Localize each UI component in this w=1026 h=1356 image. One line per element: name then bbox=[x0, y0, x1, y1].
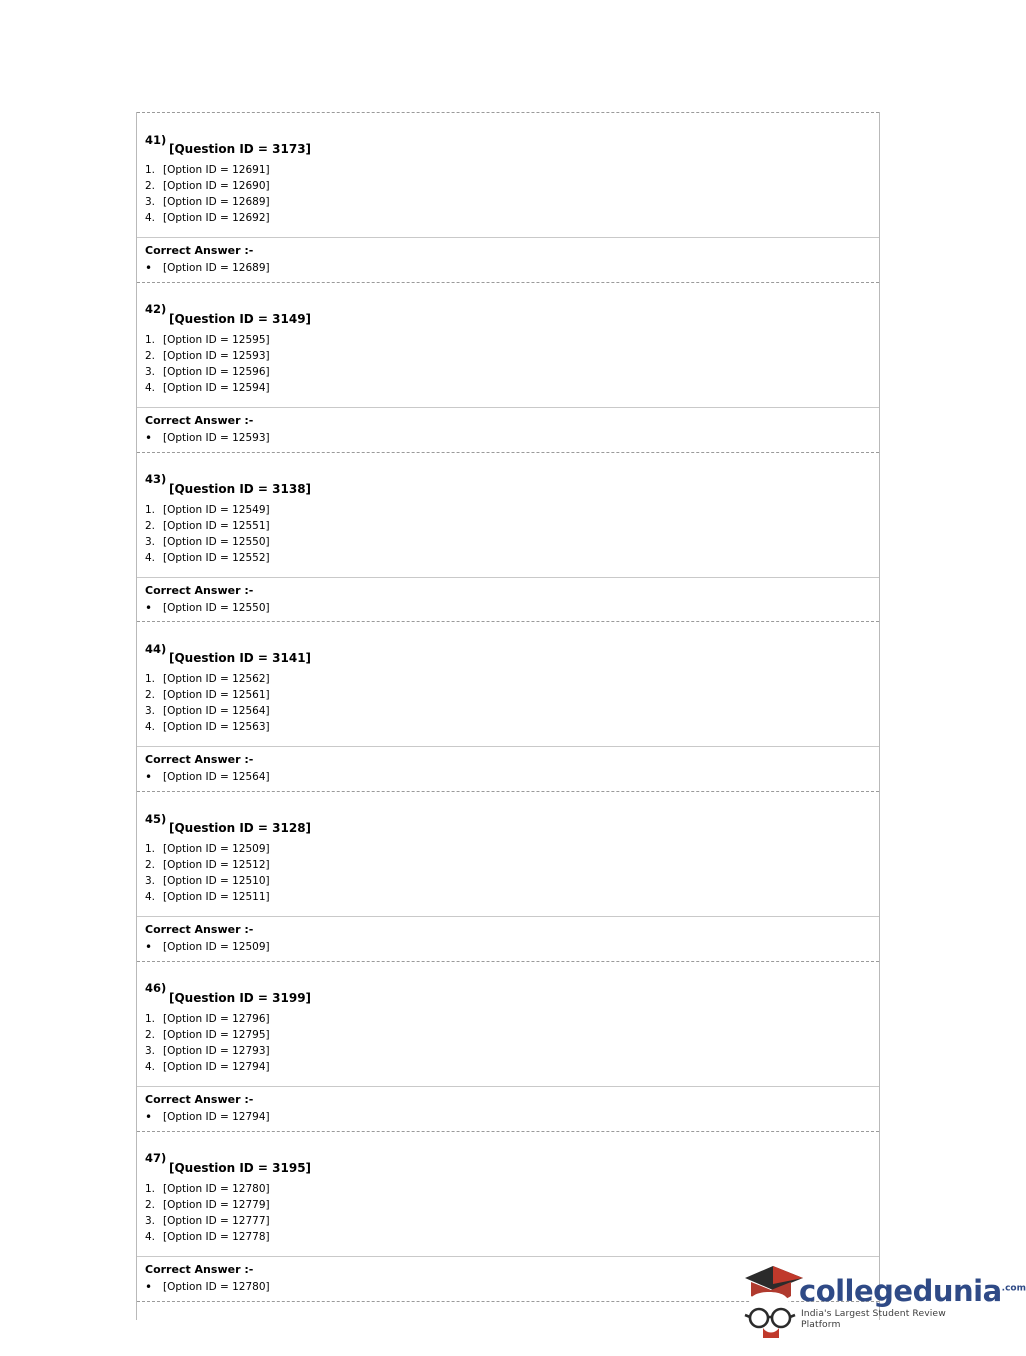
option-index: 3. bbox=[145, 1214, 156, 1227]
option-id: [Option ID = 12692] bbox=[163, 212, 270, 224]
list-item bbox=[145, 553, 879, 569]
list-item bbox=[145, 844, 879, 860]
correct-answer-label: Correct Answer :- bbox=[145, 923, 254, 937]
correct-answer-section bbox=[137, 237, 879, 274]
option-list bbox=[137, 505, 879, 569]
list-item bbox=[145, 860, 879, 876]
option-id: [Option ID = 12795] bbox=[163, 1028, 270, 1041]
question-number: 44) bbox=[145, 641, 167, 656]
correct-answer-value: [Option ID = 12509] bbox=[163, 941, 270, 954]
list-item bbox=[145, 1046, 879, 1062]
list-item bbox=[145, 383, 879, 399]
correct-answer-row bbox=[137, 256, 879, 274]
correct-answer-value: [Option ID = 12593] bbox=[163, 431, 270, 444]
correct-answer-value: [Option ID = 12550] bbox=[163, 601, 270, 614]
option-id: [Option ID = 12512] bbox=[163, 859, 270, 872]
correct-answer-row bbox=[137, 935, 879, 953]
option-id: [Option ID = 12563] bbox=[163, 721, 270, 734]
option-id: [Option ID = 12551] bbox=[163, 519, 270, 532]
option-index: 2. bbox=[145, 1028, 156, 1041]
correct-answer-value: [Option ID = 12564] bbox=[163, 771, 270, 784]
question-header bbox=[137, 283, 879, 325]
bullet-icon: • bbox=[145, 1279, 153, 1294]
list-item bbox=[145, 1184, 879, 1200]
correct-answer-value: [Option ID = 12689] bbox=[163, 262, 270, 274]
bullet-icon: • bbox=[145, 940, 153, 955]
question-header bbox=[137, 792, 879, 834]
list-item bbox=[145, 1216, 879, 1232]
list-item bbox=[145, 1200, 879, 1216]
brand-word: collegedunia bbox=[799, 1274, 1002, 1308]
option-id: [Option ID = 12690] bbox=[163, 180, 270, 192]
option-id: [Option ID = 12793] bbox=[163, 1044, 270, 1057]
question-header bbox=[137, 113, 879, 155]
option-list bbox=[137, 165, 879, 229]
option-index: 2. bbox=[145, 859, 156, 872]
option-id: [Option ID = 12796] bbox=[163, 1012, 270, 1025]
correct-answer-value: [Option ID = 12794] bbox=[163, 1110, 270, 1123]
correct-answer-section bbox=[137, 746, 879, 783]
option-list bbox=[137, 1184, 879, 1248]
question-block bbox=[137, 282, 879, 452]
option-id: [Option ID = 12778] bbox=[163, 1230, 270, 1243]
answer-key-sheet bbox=[136, 112, 880, 1320]
list-item bbox=[145, 892, 879, 908]
list-item bbox=[145, 197, 879, 213]
list-item bbox=[145, 521, 879, 537]
option-id: [Option ID = 12777] bbox=[163, 1214, 270, 1227]
option-id: [Option ID = 12691] bbox=[163, 164, 270, 176]
bullet-icon: • bbox=[145, 770, 153, 785]
option-list bbox=[137, 335, 879, 399]
correct-answer-row bbox=[137, 765, 879, 783]
option-index: 2. bbox=[145, 689, 156, 702]
list-item bbox=[145, 876, 879, 892]
option-id: [Option ID = 12552] bbox=[163, 551, 270, 564]
question-header bbox=[137, 453, 879, 495]
list-item bbox=[145, 1014, 879, 1030]
question-number: 42) bbox=[145, 302, 167, 317]
list-item bbox=[145, 706, 879, 722]
list-item bbox=[145, 1062, 879, 1078]
list-item bbox=[145, 722, 879, 738]
option-index: 1. bbox=[145, 503, 156, 516]
question-id: [Question ID = 3173] bbox=[169, 142, 312, 156]
list-item bbox=[145, 351, 879, 367]
question-block bbox=[137, 112, 879, 282]
correct-answer-section bbox=[137, 407, 879, 444]
list-item bbox=[145, 335, 879, 351]
option-index: 4. bbox=[145, 381, 156, 394]
option-id: [Option ID = 12794] bbox=[163, 1060, 270, 1073]
option-index: 1. bbox=[145, 333, 156, 346]
correct-answer-label: Correct Answer :- bbox=[145, 1262, 254, 1276]
correct-answer-row bbox=[137, 426, 879, 444]
question-block bbox=[137, 961, 879, 1131]
bullet-icon: • bbox=[145, 1109, 153, 1124]
option-id: [Option ID = 12562] bbox=[163, 673, 270, 686]
option-id: [Option ID = 12593] bbox=[163, 349, 270, 362]
option-index: 4. bbox=[145, 1230, 156, 1243]
option-index: 2. bbox=[145, 519, 156, 532]
option-index: 1. bbox=[145, 164, 156, 176]
list-item bbox=[145, 181, 879, 197]
option-index: 4. bbox=[145, 1060, 156, 1073]
option-index: 2. bbox=[145, 180, 156, 192]
brand-name bbox=[799, 1274, 1026, 1308]
correct-answer-row bbox=[137, 1105, 879, 1123]
question-id: [Question ID = 3199] bbox=[169, 990, 312, 1005]
question-id: [Question ID = 3138] bbox=[169, 481, 312, 496]
brand-suffix: .com bbox=[1001, 1283, 1026, 1294]
question-block bbox=[137, 621, 879, 791]
option-id: [Option ID = 12780] bbox=[163, 1182, 270, 1195]
question-header bbox=[137, 962, 879, 1004]
question-number: 46) bbox=[145, 981, 167, 996]
option-id: [Option ID = 12689] bbox=[163, 196, 270, 208]
list-item bbox=[145, 1232, 879, 1248]
bullet-icon: • bbox=[145, 261, 153, 275]
correct-answer-label: Correct Answer :- bbox=[145, 244, 254, 257]
option-id: [Option ID = 12594] bbox=[163, 381, 270, 394]
question-id: [Question ID = 3128] bbox=[169, 821, 312, 836]
correct-answer-row bbox=[137, 596, 879, 614]
question-number: 45) bbox=[145, 811, 167, 826]
question-block bbox=[137, 791, 879, 961]
brand-tagline: India's Largest Student Review Platform bbox=[801, 1308, 946, 1330]
correct-answer-label: Correct Answer :- bbox=[145, 413, 254, 427]
correct-answer-value: [Option ID = 12780] bbox=[163, 1280, 270, 1293]
question-id: [Question ID = 3149] bbox=[169, 311, 312, 326]
correct-answer-label: Correct Answer :- bbox=[145, 1092, 254, 1106]
list-item bbox=[145, 165, 879, 181]
question-id: [Question ID = 3195] bbox=[169, 1160, 312, 1175]
option-id: [Option ID = 12510] bbox=[163, 875, 270, 888]
option-index: 3. bbox=[145, 196, 156, 208]
option-index: 2. bbox=[145, 1198, 156, 1211]
option-index: 4. bbox=[145, 212, 156, 224]
correct-answer-label: Correct Answer :- bbox=[145, 583, 254, 597]
option-index: 3. bbox=[145, 1044, 156, 1057]
list-item bbox=[145, 1030, 879, 1046]
question-number: 47) bbox=[145, 1151, 167, 1166]
option-index: 1. bbox=[145, 1182, 156, 1195]
option-id: [Option ID = 12564] bbox=[163, 705, 270, 718]
option-index: 1. bbox=[145, 843, 156, 856]
option-index: 3. bbox=[145, 875, 156, 888]
option-list bbox=[137, 674, 879, 738]
correct-answer-label: Correct Answer :- bbox=[145, 753, 254, 767]
option-index: 4. bbox=[145, 721, 156, 734]
option-id: [Option ID = 12561] bbox=[163, 689, 270, 702]
correct-answer-section bbox=[137, 577, 879, 614]
option-id: [Option ID = 12595] bbox=[163, 333, 270, 346]
correct-answer-section bbox=[137, 1086, 879, 1123]
correct-answer-section bbox=[137, 916, 879, 953]
question-id: [Question ID = 3141] bbox=[169, 651, 312, 666]
question-number: 43) bbox=[145, 472, 167, 487]
option-list bbox=[137, 1014, 879, 1078]
collegedunia-watermark bbox=[737, 1262, 1026, 1338]
bullet-icon: • bbox=[145, 600, 153, 615]
list-item bbox=[145, 537, 879, 553]
list-item bbox=[145, 690, 879, 706]
option-index: 1. bbox=[145, 1012, 156, 1025]
option-index: 3. bbox=[145, 535, 156, 548]
graduate-logo-icon bbox=[737, 1262, 805, 1338]
bullet-icon: • bbox=[145, 430, 153, 445]
option-id: [Option ID = 12596] bbox=[163, 365, 270, 378]
option-id: [Option ID = 12509] bbox=[163, 843, 270, 856]
option-index: 3. bbox=[145, 705, 156, 718]
option-index: 4. bbox=[145, 891, 156, 904]
list-item bbox=[145, 213, 879, 229]
list-item bbox=[145, 505, 879, 521]
question-number: 41) bbox=[145, 132, 167, 147]
option-index: 1. bbox=[145, 673, 156, 686]
option-index: 2. bbox=[145, 349, 156, 362]
question-header bbox=[137, 622, 879, 664]
option-id: [Option ID = 12779] bbox=[163, 1198, 270, 1211]
option-index: 4. bbox=[145, 551, 156, 564]
question-header bbox=[137, 1132, 879, 1174]
list-item bbox=[145, 674, 879, 690]
option-id: [Option ID = 12549] bbox=[163, 503, 270, 516]
question-block bbox=[137, 452, 879, 622]
list-item bbox=[145, 367, 879, 383]
option-list bbox=[137, 844, 879, 908]
option-id: [Option ID = 12550] bbox=[163, 535, 270, 548]
option-index: 3. bbox=[145, 365, 156, 378]
option-id: [Option ID = 12511] bbox=[163, 891, 270, 904]
